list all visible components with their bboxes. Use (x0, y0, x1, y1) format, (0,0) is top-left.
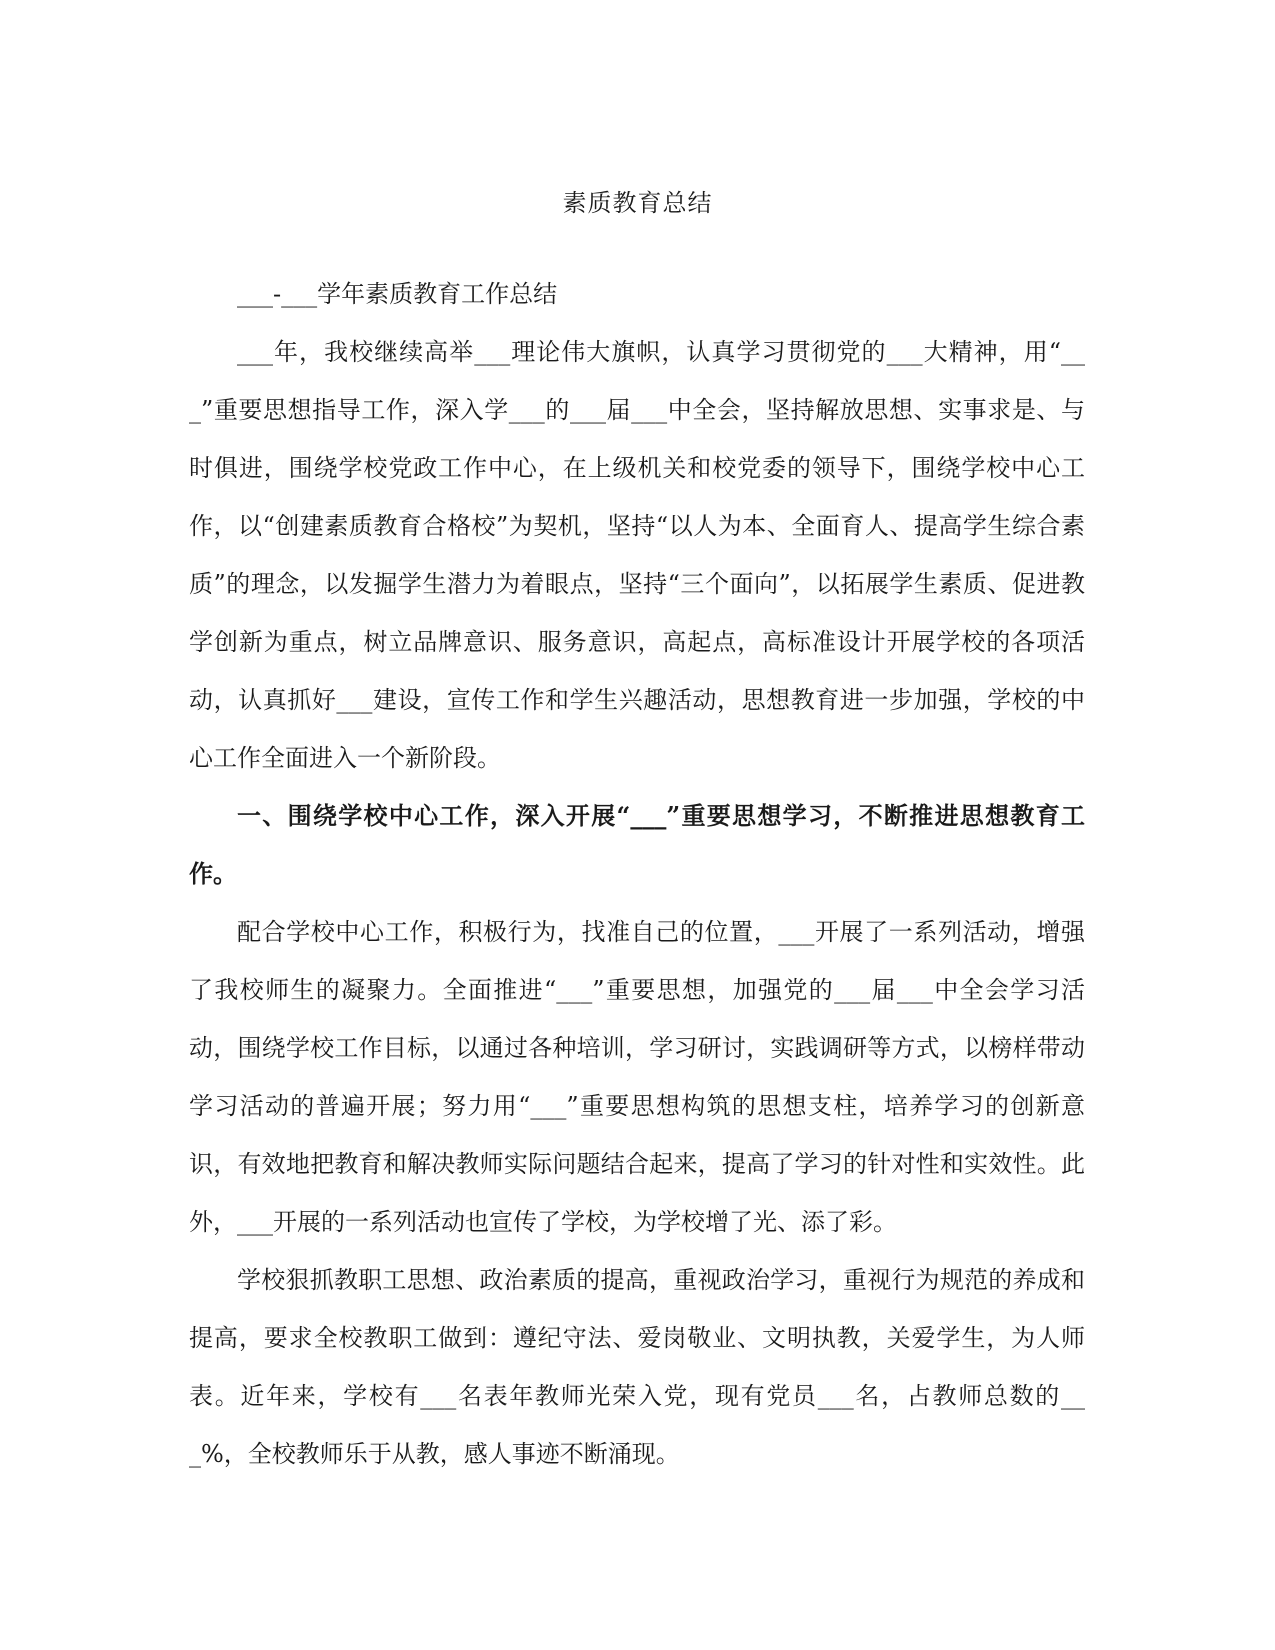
section-heading: 一、围绕学校中心工作，深入开展“___”重要思想学习，不断推进思想教育工作。 (189, 801, 1085, 888)
body-paragraph: 学校狠抓教职工思想、政治素质的提高，重视政治学习，重视行为规范的养成和提高，要求全校教职工做到：遵纪守法、爱岗敬业、文明执教，关爱学生，为人师表。近年来，学校有___名表年教师光荣入党，现有党员___名，占教师总数的___%，全校教师乐于从教，感人事迹不断涌现。 (189, 1266, 1085, 1468)
document-title: 素质教育总结 (562, 189, 713, 217)
body-paragraph: 配合学校中心工作，积极行为，找准自己的位置，___开展了一系列活动，增强了我校师生的凝聚力。全面推进“___”重要思想，加强党的___届___中全会学习活动，围绕学校工作目标，以通过各种培训，学习研讨，实践调研等方式，以榜样带动学习活动的普遍开展；努力用“___”重要思想构筑的思想支柱，培养学习的创新意识，有效地把教育和解决教师实际问题结合起来，提高了学习的针对性和实效性。此外，___开展的一系列活动也宣传了学校，为学校增了光、添了彩。 (189, 918, 1085, 1236)
document-subtitle: ___-___学年素质教育工作总结 (237, 280, 558, 308)
document-body (189, 265, 1085, 1483)
intro-paragraph: ___年，我校继续高举___理论伟大旗帜，认真学习贯彻党的___大精神，用“___”重要思想指导工作，深入学___的___届___中全会，坚持解放思想、实事求是、与时俱进，围绕学校党政工作中心，在上级机关和校党委的领导下，围绕学校中心工作，以“创建素质教育合格校”为契机，坚持“以人为本、全面育人、提高学生综合素质”的理念，以发掘学生潜力为着眼点，坚持“三个面向”，以拓展学生素质、促进教学创新为重点，树立品牌意识、服务意识，高起点，高标准设计开展学校的各项活动，认真抓好___建设，宣传工作和学生兴趣活动，思想教育进一步加强，学校的中心工作全面进入一个新阶段。 (189, 338, 1085, 772)
